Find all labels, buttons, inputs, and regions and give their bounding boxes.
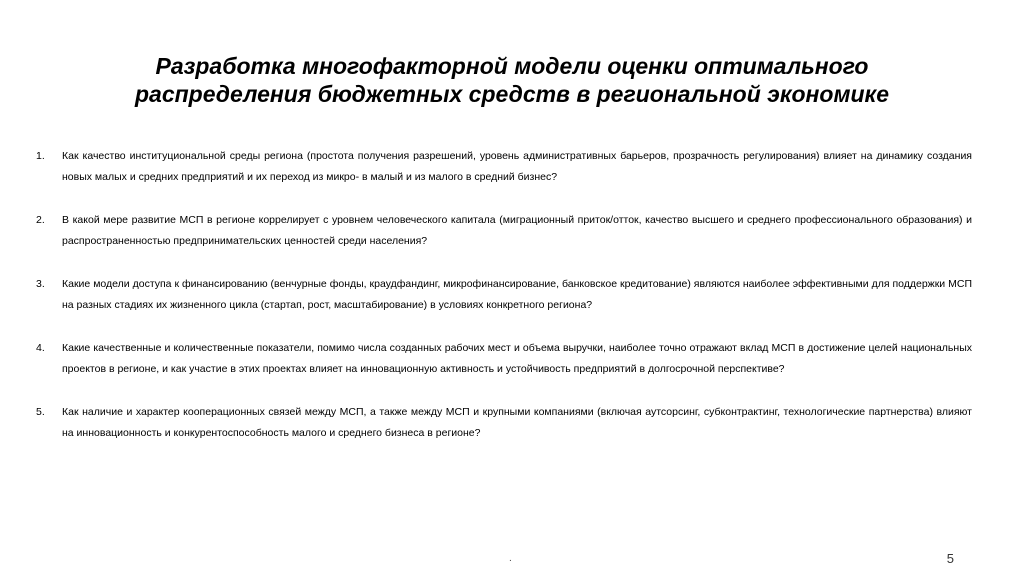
question-text: Как качество институциональной среды региона (простота получения разрешений, уровень административных барьеров, прозрачность регулирования) влияет на динамику создания новых малых и средних предприятий и их переход из микро- в малый и из малого в средний бизнес?	[62, 150, 972, 183]
footer-mark: .	[509, 553, 512, 564]
question-number: 3.	[36, 278, 45, 290]
slide-title-line: распределения бюджетных средств в региональной экономике	[134, 81, 889, 107]
research-question-5	[36, 402, 972, 444]
question-text: В какой мере развитие МСП в регионе коррелирует с уровнем человеческого капитала (миграционный приток/отток, качество высшего и среднего профессионального образования) и распространенностью предпринимательских ценностей среди населения?	[62, 214, 972, 247]
question-number: 4.	[36, 342, 45, 354]
research-question-2	[36, 210, 972, 252]
research-questions-list	[36, 146, 972, 466]
question-text: Как наличие и характер кооперационных связей между МСП, а также между МСП и крупными компаниями (включая аутсорсинг, субконтрактинг, технологические партнерства) влияют на инновационность и конкурентоспособность малого и среднего бизнеса в регионе?	[62, 406, 972, 439]
slide-title	[60, 52, 964, 108]
research-question-4	[36, 338, 972, 380]
question-text: Какие модели доступа к финансированию (венчурные фонды, краудфандинг, микрофинансирование, банковское кредитование) являются наиболее эффективными для поддержки МСП на разных стадиях их жизненного цикла (стартап, рост, масштабирование) в условиях конкретного региона?	[62, 278, 972, 311]
question-number: 2.	[36, 214, 45, 226]
question-text: Какие качественные и количественные показатели, помимо числа созданных рабочих мест и объема выручки, наиболее точно отражают вклад МСП в достижение целей национальных проектов в регионе, и как участие в этих проектах влияет на инновационную активность и устойчивость предприятий в долгосрочной перспективе?	[62, 342, 972, 375]
page-number: 5	[946, 551, 954, 566]
slide-title-line: Разработка многофакторной модели оценки оптимального	[155, 53, 869, 79]
research-question-3	[36, 274, 972, 316]
question-number: 1.	[36, 150, 45, 162]
question-number: 5.	[36, 406, 45, 418]
research-question-1	[36, 146, 972, 188]
